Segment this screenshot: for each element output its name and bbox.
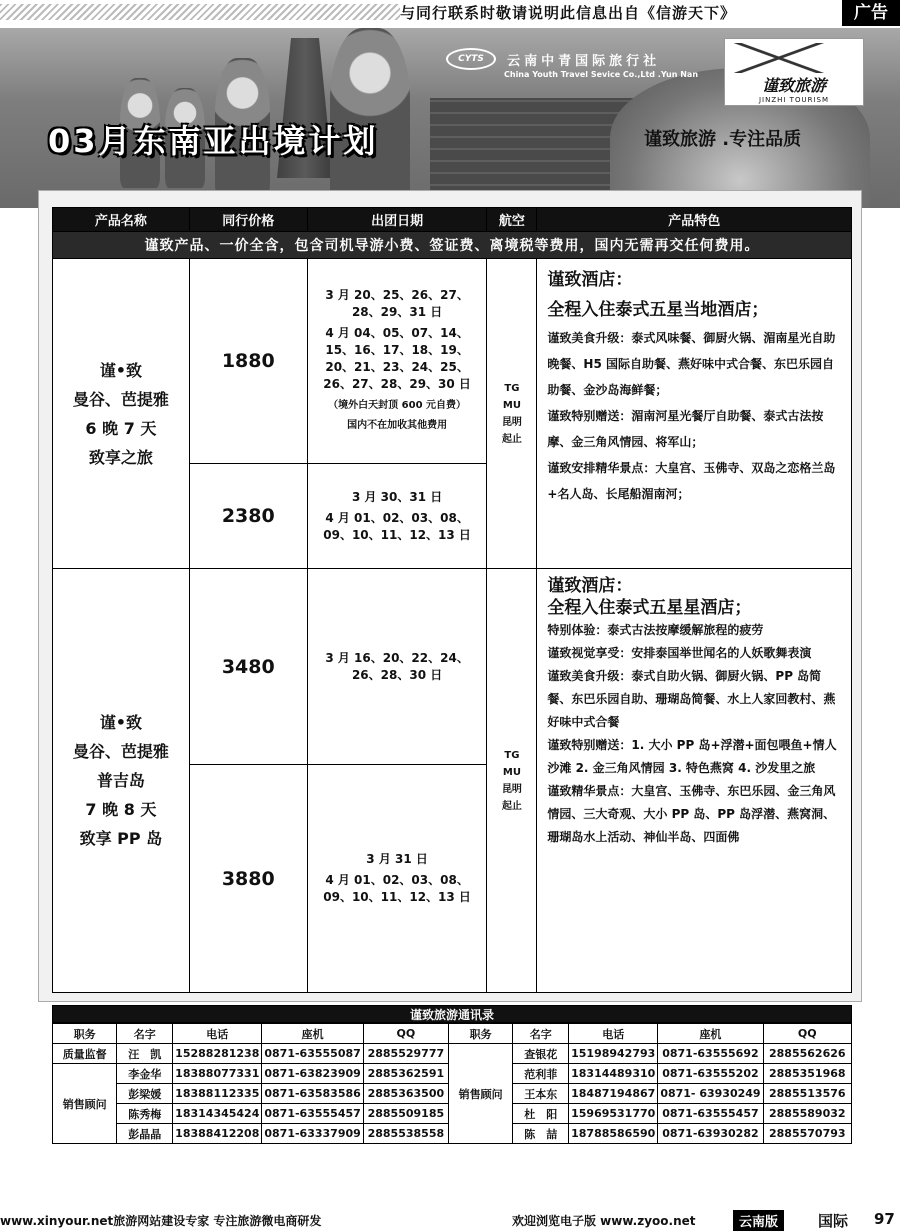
header-cell: 电话 — [173, 1024, 262, 1044]
product-name-line: 谨•致 — [99, 360, 143, 380]
role-cell: 质量监督 — [53, 1044, 117, 1064]
header-cell: 名字 — [513, 1024, 569, 1044]
contact-phone: 18314489310 — [569, 1064, 658, 1084]
contact-phone: 18388077331 — [173, 1064, 262, 1084]
contact-phone: 18388412208 — [173, 1124, 262, 1144]
table-header-row — [53, 208, 852, 232]
price-cell: 3880 — [189, 765, 307, 993]
header-cell: 航空 — [487, 208, 537, 232]
contact-phone: 15288281238 — [173, 1044, 262, 1064]
date-block: 3 月 30、31 日 — [351, 489, 443, 504]
airline-line: TG — [504, 382, 520, 394]
product-features — [537, 259, 852, 569]
product-name-line: 曼谷、芭提雅 — [72, 389, 169, 409]
page-footer — [0, 1208, 900, 1230]
airline-line: 昆明 — [501, 783, 522, 795]
header-cell: 座机 — [262, 1024, 363, 1044]
contact-name: 彭梁媛 — [117, 1084, 173, 1104]
feature-heading: 全程入住泰式五星当地酒店； — [547, 300, 769, 320]
contact-landline: 0871-63337909 — [262, 1124, 363, 1144]
brand-subtitle: JINZHI TOURISM — [758, 96, 830, 104]
feature-item: 谨致美食升级：泰式自助火锅、御厨火锅、PP 岛简餐、东巴乐园自助、珊瑚岛简餐、水上人家回教村、燕好味中式合餐 — [547, 669, 836, 729]
contact-row — [53, 1044, 852, 1064]
feature-item: 谨致精华景点：大皇宫、玉佛寺、东巴乐园、金三角风情园、三大奇观、大小 PP 岛、PP 岛浮潜、燕窝洞、珊瑚岛水上活动、神仙半岛、四面佛 — [547, 784, 836, 844]
departure-dates — [307, 464, 487, 569]
contact-name: 杜 阳 — [513, 1104, 569, 1124]
date-block: 3 月 16、20、22、24、26、28、30 日 — [325, 650, 469, 682]
date-note: （境外白天封顶 600 元自费） — [328, 400, 467, 411]
contact-name: 陈秀梅 — [117, 1104, 173, 1124]
airline-cell — [487, 259, 537, 569]
contact-landline: 0871- 63930249 — [658, 1084, 763, 1104]
date-note: 国内不在加收其他费用 — [347, 420, 448, 431]
price-cell: 1880 — [189, 259, 307, 464]
role-cell: 销售顾问 — [53, 1064, 117, 1144]
contact-phone: 18788586590 — [569, 1124, 658, 1144]
product-name-line: 致享 PP 岛 — [79, 829, 163, 848]
feature-item: 谨致特别赠送：湄南河星光餐厅自助餐、泰式古法按摩、金三角风情园、将军山； — [547, 409, 824, 449]
feature-heading: 谨致酒店： — [547, 576, 633, 596]
header-cell: 职务 — [53, 1024, 117, 1044]
product-name — [53, 259, 190, 569]
footer-left-text: www.xinyour.net旅游网站建设专家 专注旅游微电商研发 — [0, 1214, 322, 1228]
contact-qq: 2885538558 — [363, 1124, 448, 1144]
airline-line: TG — [504, 749, 520, 761]
contact-phone: 18487194867 — [569, 1084, 658, 1104]
banner-image — [0, 28, 900, 208]
header-cell: 产品特色 — [537, 208, 852, 232]
feature-item: 谨致美食升级：泰式风味餐、御厨火锅、湄南星光自助晚餐、H5 国际自助餐、燕好味中式合餐、东巴乐园自助餐、金沙岛海鲜餐； — [547, 331, 836, 397]
inclusion-note-row — [53, 232, 852, 259]
airline-line: MU — [502, 766, 521, 778]
agency-name-en: China Youth Travel Sevice Co.,Ltd .Yun Nan — [504, 70, 699, 79]
header-cell: 产品名称 — [53, 208, 190, 232]
contact-name: 范利菲 — [513, 1064, 569, 1084]
header-cell: QQ — [763, 1024, 851, 1044]
product-name-line: 谨•致 — [99, 713, 143, 732]
date-block: 4 月 04、05、07、14、15、16、17、18、19、20、21、23、24、25、26、27、28、29、30 日 — [323, 326, 471, 391]
contact-qq: 2885529777 — [363, 1044, 448, 1064]
header-cell: 座机 — [658, 1024, 763, 1044]
header-cell: 出团日期 — [307, 208, 487, 232]
product-table — [52, 207, 852, 993]
contact-name: 汪 凯 — [117, 1044, 173, 1064]
brand-logo — [724, 38, 864, 106]
airline-cell — [487, 569, 537, 993]
contact-qq: 2885562626 — [763, 1044, 851, 1064]
airline-line: 起止 — [501, 433, 522, 445]
contact-phone: 18388112335 — [173, 1084, 262, 1104]
table-row — [53, 569, 852, 765]
product-name-line: 致享之旅 — [88, 447, 153, 467]
agency-header — [446, 48, 699, 79]
contact-qq: 2885589032 — [763, 1104, 851, 1124]
feature-item: 特别体验：泰式古法按摩缓解旅程的疲劳 — [547, 623, 764, 637]
header-cell: 电话 — [569, 1024, 658, 1044]
airline-line: 起止 — [501, 800, 522, 812]
contacts-title: 谨致旅游通讯录 — [52, 1005, 852, 1023]
product-name — [53, 569, 190, 993]
top-bar — [0, 0, 900, 26]
page-title: 03月东南亚出境计划 — [48, 122, 379, 160]
contact-landline: 0871-63930282 — [658, 1124, 763, 1144]
table-row — [53, 259, 852, 464]
contact-qq: 2885362591 — [363, 1064, 448, 1084]
date-block: 3 月 31 日 — [366, 852, 428, 866]
section-label: 国际 — [818, 1212, 849, 1230]
airline-line: MU — [502, 399, 521, 411]
contact-name: 陈 喆 — [513, 1124, 569, 1144]
edition-badge: 云南版 — [733, 1210, 784, 1231]
contact-qq: 2885570793 — [763, 1124, 851, 1144]
contact-landline: 0871-63555692 — [658, 1044, 763, 1064]
slogan: 谨致旅游 .专注品质 — [644, 129, 802, 150]
price-cell: 3480 — [189, 569, 307, 765]
brand-name: 谨致旅游 — [761, 76, 826, 95]
contact-landline: 0871-63555087 — [262, 1044, 363, 1064]
contact-name: 彭晶晶 — [117, 1124, 173, 1144]
contact-qq: 2885363500 — [363, 1084, 448, 1104]
departure-dates — [307, 765, 487, 993]
product-name-line: 曼谷、芭提雅 — [72, 742, 169, 761]
contacts-header-row — [53, 1024, 852, 1044]
contact-qq: 2885509185 — [363, 1104, 448, 1124]
contact-phone: 15198942793 — [569, 1044, 658, 1064]
hatch-decoration — [0, 4, 400, 20]
contact-landline: 0871-63823909 — [262, 1064, 363, 1084]
feature-item: 谨致特别赠送：1. 大小 PP 岛+浮潜+面包喂鱼+情人沙滩 2. 金三角风情园 3. 特色燕窝 4. 沙发里之旅 — [547, 738, 837, 775]
feature-heading: 全程入住泰式五星星酒店； — [547, 598, 752, 618]
contact-name: 李金华 — [117, 1064, 173, 1084]
feature-item: 谨致视觉享受：安排泰国举世闻名的人妖歌舞表演 — [547, 646, 812, 660]
contacts-table — [52, 1023, 852, 1144]
contact-landline: 0871-63555457 — [262, 1104, 363, 1124]
agency-name: 云南中青国际旅行社 — [507, 53, 661, 69]
role-cell: 销售顾问 — [448, 1044, 512, 1144]
product-features — [537, 569, 852, 993]
contact-landline: 0871-63555202 — [658, 1064, 763, 1084]
contact-qq: 2885351968 — [763, 1064, 851, 1084]
agency-logo-icon: CYTS — [446, 48, 496, 70]
header-cell: 同行价格 — [189, 208, 307, 232]
footer-right-text: 欢迎浏览电子版 www.zyoo.net — [512, 1214, 696, 1228]
date-block: 4 月 01、02、03、08、09、10、11、12、13 日 — [323, 873, 471, 904]
header-cell: QQ — [363, 1024, 448, 1044]
ad-label: 广告 — [842, 0, 900, 26]
feature-heading: 谨致酒店： — [547, 270, 633, 290]
inclusion-note: 谨致产品、一价全含，包含司机导游小费、签证费、离境税等费用，国内无需再交任何费用。 — [53, 232, 852, 259]
contact-name: 王本东 — [513, 1084, 569, 1104]
departure-dates — [307, 569, 487, 765]
product-name-line: 6 晚 7 天 — [85, 418, 157, 438]
departure-dates — [307, 259, 487, 464]
date-block: 4 月 01、02、03、08、09、10、11、12、13 日 — [323, 510, 471, 542]
contact-name: 查银花 — [513, 1044, 569, 1064]
feature-item: 谨致安排精华景点：大皇宫、玉佛寺、双岛之恋格兰岛+名人岛、长尾船湄南河； — [547, 461, 836, 501]
contact-phone: 15969531770 — [569, 1104, 658, 1124]
source-notice: 与同行联系时敬请说明此信息出自《信游天下》 — [400, 4, 737, 22]
page-number: 97 — [874, 1210, 895, 1228]
mountain-icon — [734, 43, 854, 73]
header-cell: 职务 — [448, 1024, 512, 1044]
contact-qq: 2885513576 — [763, 1084, 851, 1104]
date-block: 3 月 20、25、26、27、28、29、31 日 — [325, 288, 469, 319]
contact-landline: 0871-63555457 — [658, 1104, 763, 1124]
header-cell: 名字 — [117, 1024, 173, 1044]
product-name-line: 普吉岛 — [96, 771, 145, 790]
contact-landline: 0871-63583586 — [262, 1084, 363, 1104]
contact-phone: 18314345424 — [173, 1104, 262, 1124]
airline-line: 昆明 — [501, 416, 522, 428]
price-cell: 2380 — [189, 464, 307, 569]
product-name-line: 7 晚 8 天 — [85, 800, 157, 819]
